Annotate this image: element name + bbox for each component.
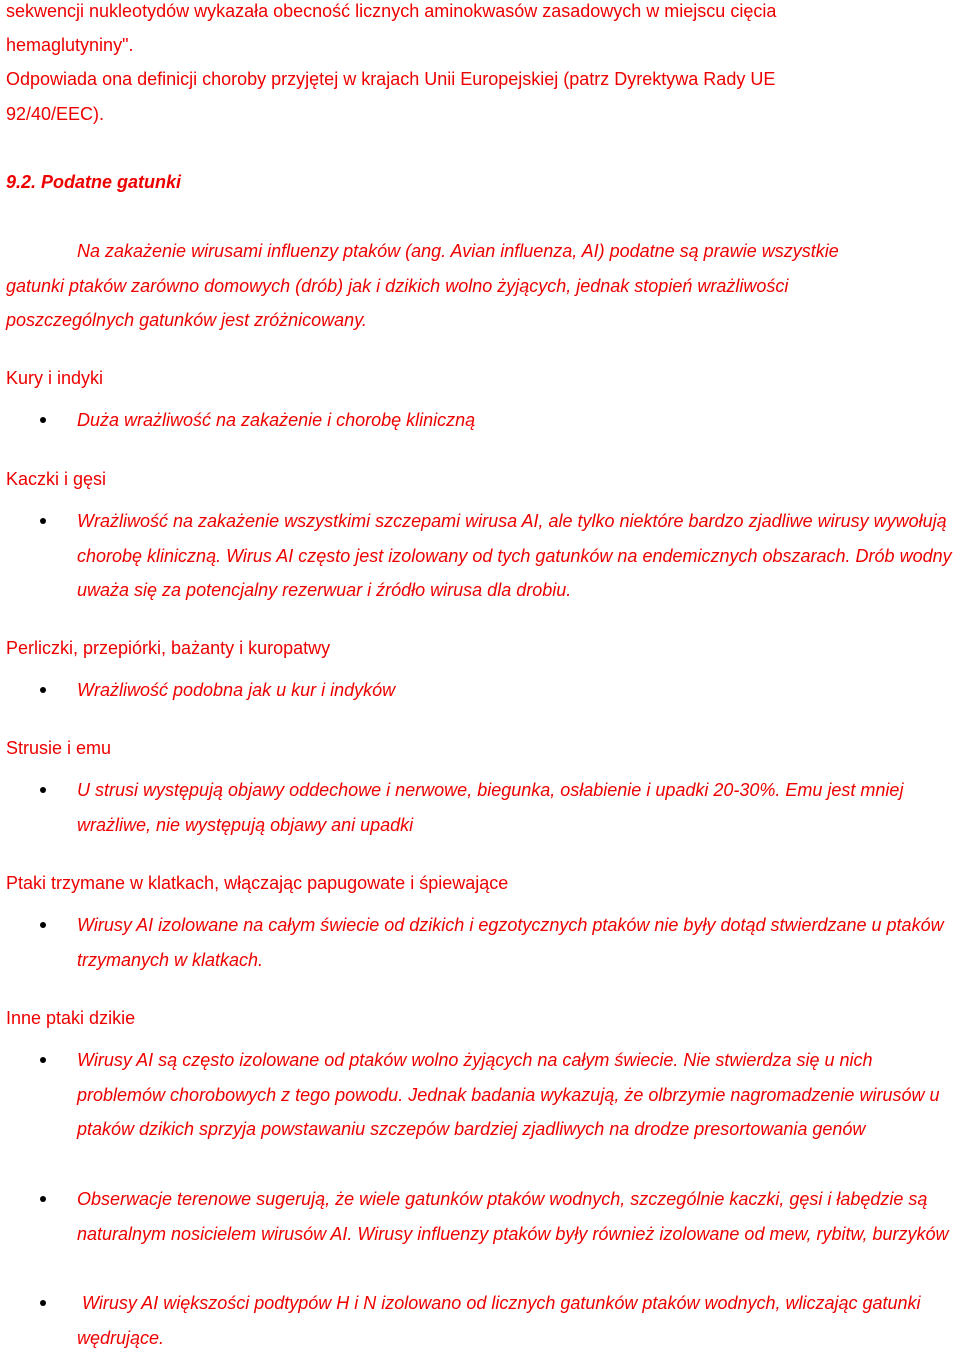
list-item: [0, 773, 956, 842]
list-item-text: Wirusy AI większości podtypów H i N izolowano od licznych gatunków ptaków wodnych, wliczając gatunki wędrujące.: [77, 1293, 926, 1348]
bullet-icon: [40, 922, 46, 928]
intro-line: Odpowiada ona definicji choroby przyjętej w krajach Unii Europejskiej (patrz Dyrektywa Rady UE: [6, 69, 776, 89]
list-item: [0, 1286, 956, 1355]
intro-line: 92/40/EEC).: [6, 104, 105, 124]
group-label: Strusie i emu: [6, 738, 112, 758]
group-label: Inne ptaki dzikie: [6, 1008, 136, 1028]
list-item-text: Duża wrażliwość na zakażenie i chorobę kliniczną: [77, 410, 476, 430]
list-item-text: Wrażliwość podobna jak u kur i indyków: [77, 680, 396, 700]
intro-line: sekwencji nukleotydów wykazała obecność licznych aminokwasów zasadowych w miejscu cięcia: [6, 1, 777, 21]
list-item: [0, 1043, 956, 1147]
bullet-icon: [40, 1057, 46, 1063]
bullet-icon: [40, 687, 46, 693]
group-label: Ptaki trzymane w klatkach, włączając papugowate i śpiewające: [6, 873, 509, 893]
bullet-icon: [40, 1196, 46, 1202]
paragraph-line: poszczególnych gatunków jest zróżnicowany.: [6, 310, 367, 330]
list-item-text: Obserwacje terenowe sugerują, że wiele gatunków ptaków wodnych, szczególnie kaczki, gęsi i łabędzie są naturalnym nosicielem wirusów AI. Wirusy influenzy ptaków były również izolowane od mew, rybitw, burzyków: [77, 1189, 949, 1244]
bullet-icon: [40, 787, 46, 793]
list-item-text: Wrażliwość na zakażenie wszystkimi szczepami wirusa AI, ale tylko niektóre bardzo zjadliwe wirusy wywołują chorobę kliniczną. Wirus AI często jest izolowany od tych gatunków na endemicznych obszarach. Drób wodny uważa się za potencjalny rezerwuar i źródło wirusa dla drobiu.: [77, 511, 952, 601]
list-item: [0, 673, 956, 708]
list-item: [0, 504, 956, 608]
list-item-text: Wirusy AI są często izolowane od ptaków wolno żyjących na całym świecie. Nie stwierdza się u nich problemów chorobowych z tego powodu. Jednak badania wykazują, że olbrzymie nagromadzenie wirusów u ptaków dzikich sprzyja powstawaniu szczepów bardziej zjadliwych na drodze presortowania genów: [77, 1050, 940, 1140]
list-item: [0, 403, 956, 438]
bullet-icon: [40, 1300, 46, 1306]
list-item-text: Wirusy AI izolowane na całym świecie od dzikich i egzotycznych ptaków nie były dotąd stwierdzane u ptaków trzymanych w klatkach.: [77, 915, 944, 970]
section-heading: 9.2. Podatne gatunki: [6, 172, 182, 192]
paragraph-line: Na zakażenie wirusami influenzy ptaków (ang. Avian influenza, AI) podatne są prawie wszystkie: [77, 241, 839, 261]
bullet-icon: [40, 518, 46, 524]
list-item-text: U strusi występują objawy oddechowe i nerwowe, biegunka, osłabienie i upadki 20-30%. Emu jest mniej wrażliwe, nie występują objawy ani upadki: [77, 780, 904, 835]
intro-line: hemaglutyniny".: [6, 35, 134, 55]
group-label: Kaczki i gęsi: [6, 469, 107, 489]
list-item: [0, 908, 956, 977]
paragraph-line: gatunki ptaków zarówno domowych (drób) jak i dzikich wolno żyjących, jednak stopień wrażliwości: [6, 276, 789, 296]
group-label: Perliczki, przepiórki, bażanty i kuropatwy: [6, 638, 331, 658]
bullet-icon: [40, 417, 46, 423]
group-label: Kury i indyki: [6, 368, 104, 388]
list-item: [0, 1182, 956, 1251]
